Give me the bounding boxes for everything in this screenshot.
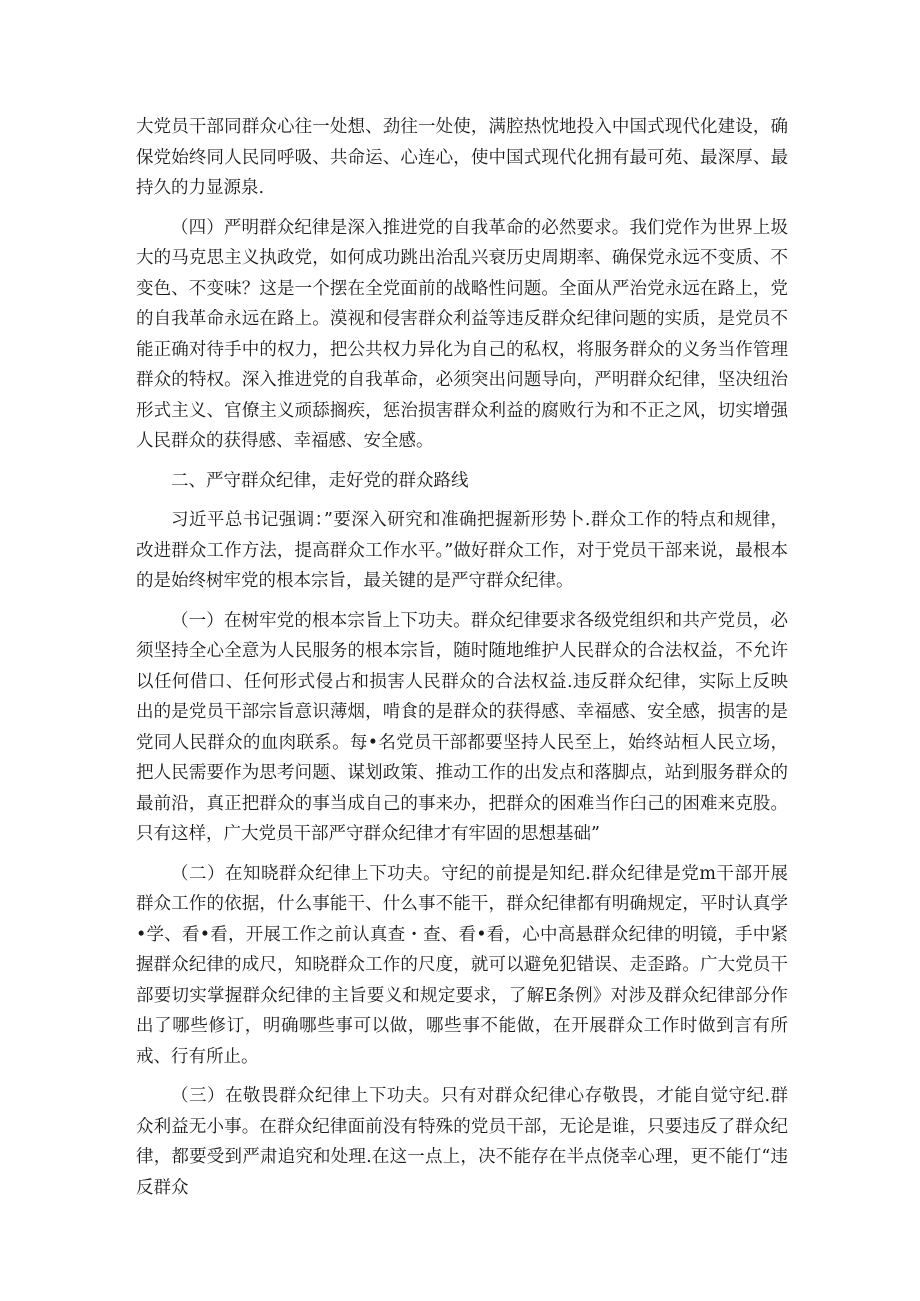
- document-body: [136, 112, 788, 1212]
- paragraph-continuation: 大党员干部同群众心往一处想、劲往一处使，满腔热忱地投入中国式现代化建设，确保党始终同人民同呼吸、共命运、心连心，使中国式现代化拥有最可苑、最深厚、最持久的力显源泉.: [136, 117, 788, 198]
- paragraph-xi-quote: 习近平总书记强调：”要深入研究和准确把握新形势卜.群众工作的特点和规律，改进群众工作方法，提高群众工作水平。”做好群众工作，对于党员干部来说，最根本的是始终树牢党的根本宗旨，最关键的是严守群众纪律。: [136, 510, 788, 591]
- paragraph-subsection-one: （一）在树牢党的根本宗旨上下功夫。群众纪律要求各级党组织和共产党员，必须坚持全心全意为人民服务的根本宗旨，随时随地维护人民群众的合法权益，不允许以任何借口、任何形式侵占和损害人民群众的合法权益.违反群众纪律，实际上反映出的是党员干部宗旨意识薄烟，啃食的是群众的获得感、幸福感、安全感，损害的是党同人民群众的血肉联系。每•名党员干部都要坚持人民至上，始终站桓人民立场，把人民需要作为思考问题、谋划政策、推动工作的出发点和落脚点，站到服务群众的最前沿，真正把群众的事当成自己的事来办，把群众的困难当作臼己的困难来克股。只有这样，广大党员干部严守群众纪律才有牢固的思想基础”: [136, 610, 788, 844]
- paragraph-subsection-three: （三）在敬畏群众纪律上下功夫。只有对群众纪律心存敬畏，才能自觉守纪.群众利益无小事。在群众纪律面前没有特殊的党员干部，无论是谁，只要违反了群众纪律，都要受到严肃追究和处理.在这一点上，决不能存在半点侥幸心理，更不能仃“违反群众: [136, 1086, 788, 1198]
- section-heading-two: 二、严守群众纪律，走好党的群众路线: [171, 470, 469, 491]
- paragraph-section-four: （四）严明群众纪律是深入推进党的自我革命的必然要求。我们党作为世界上圾大的马克思主义执政党，如何成功跳出治乱兴衰历史周期率、确保党永远不变质、不变色、不变味？这是一个摆在全党面前的战略性问题。全面从严治党永远在路上，党的自我革命永远在路上。漠视和侵害群众利益等违反群众纪律问题的实质，是党员不能正确对待手中的权力，把公共权力异化为自己的私权，将服务群众的义务当作管理群众的特权。深入推进党的自我革命，必须突出问题导向，严明群众纪律，坚决纽治形式主义、官僚主义顽舔搁疾，惩治损害群众利益的腐败行为和不正之风，切实增强人民群众的获得感、幸福感、安全感。: [136, 217, 788, 451]
- paragraph-subsection-two: （二）在知晓群众纪律上下功夫。守纪的前提是知纪.群众纪律是党m干部开展群众工作的依据，什么事能干、什么事不能干，群众纪律都有明确规定，平时认真学•学、看•看，开展工作之前认真查・查、看•看，心中高悬群众纪律的明镜，手中紧握群众纪律的成尺，知晓群众工作的尺度，就可以避免犯错误、走歪路。广大党员干部要切实掌握群众纪律的主旨要义和规定要求，了解E条例》对涉及群众纪律部分作出了哪些修订，明确哪些事可以做，哪些事不能做，在开展群众工作时做到言有所戒、行有所止。: [136, 863, 788, 1067]
